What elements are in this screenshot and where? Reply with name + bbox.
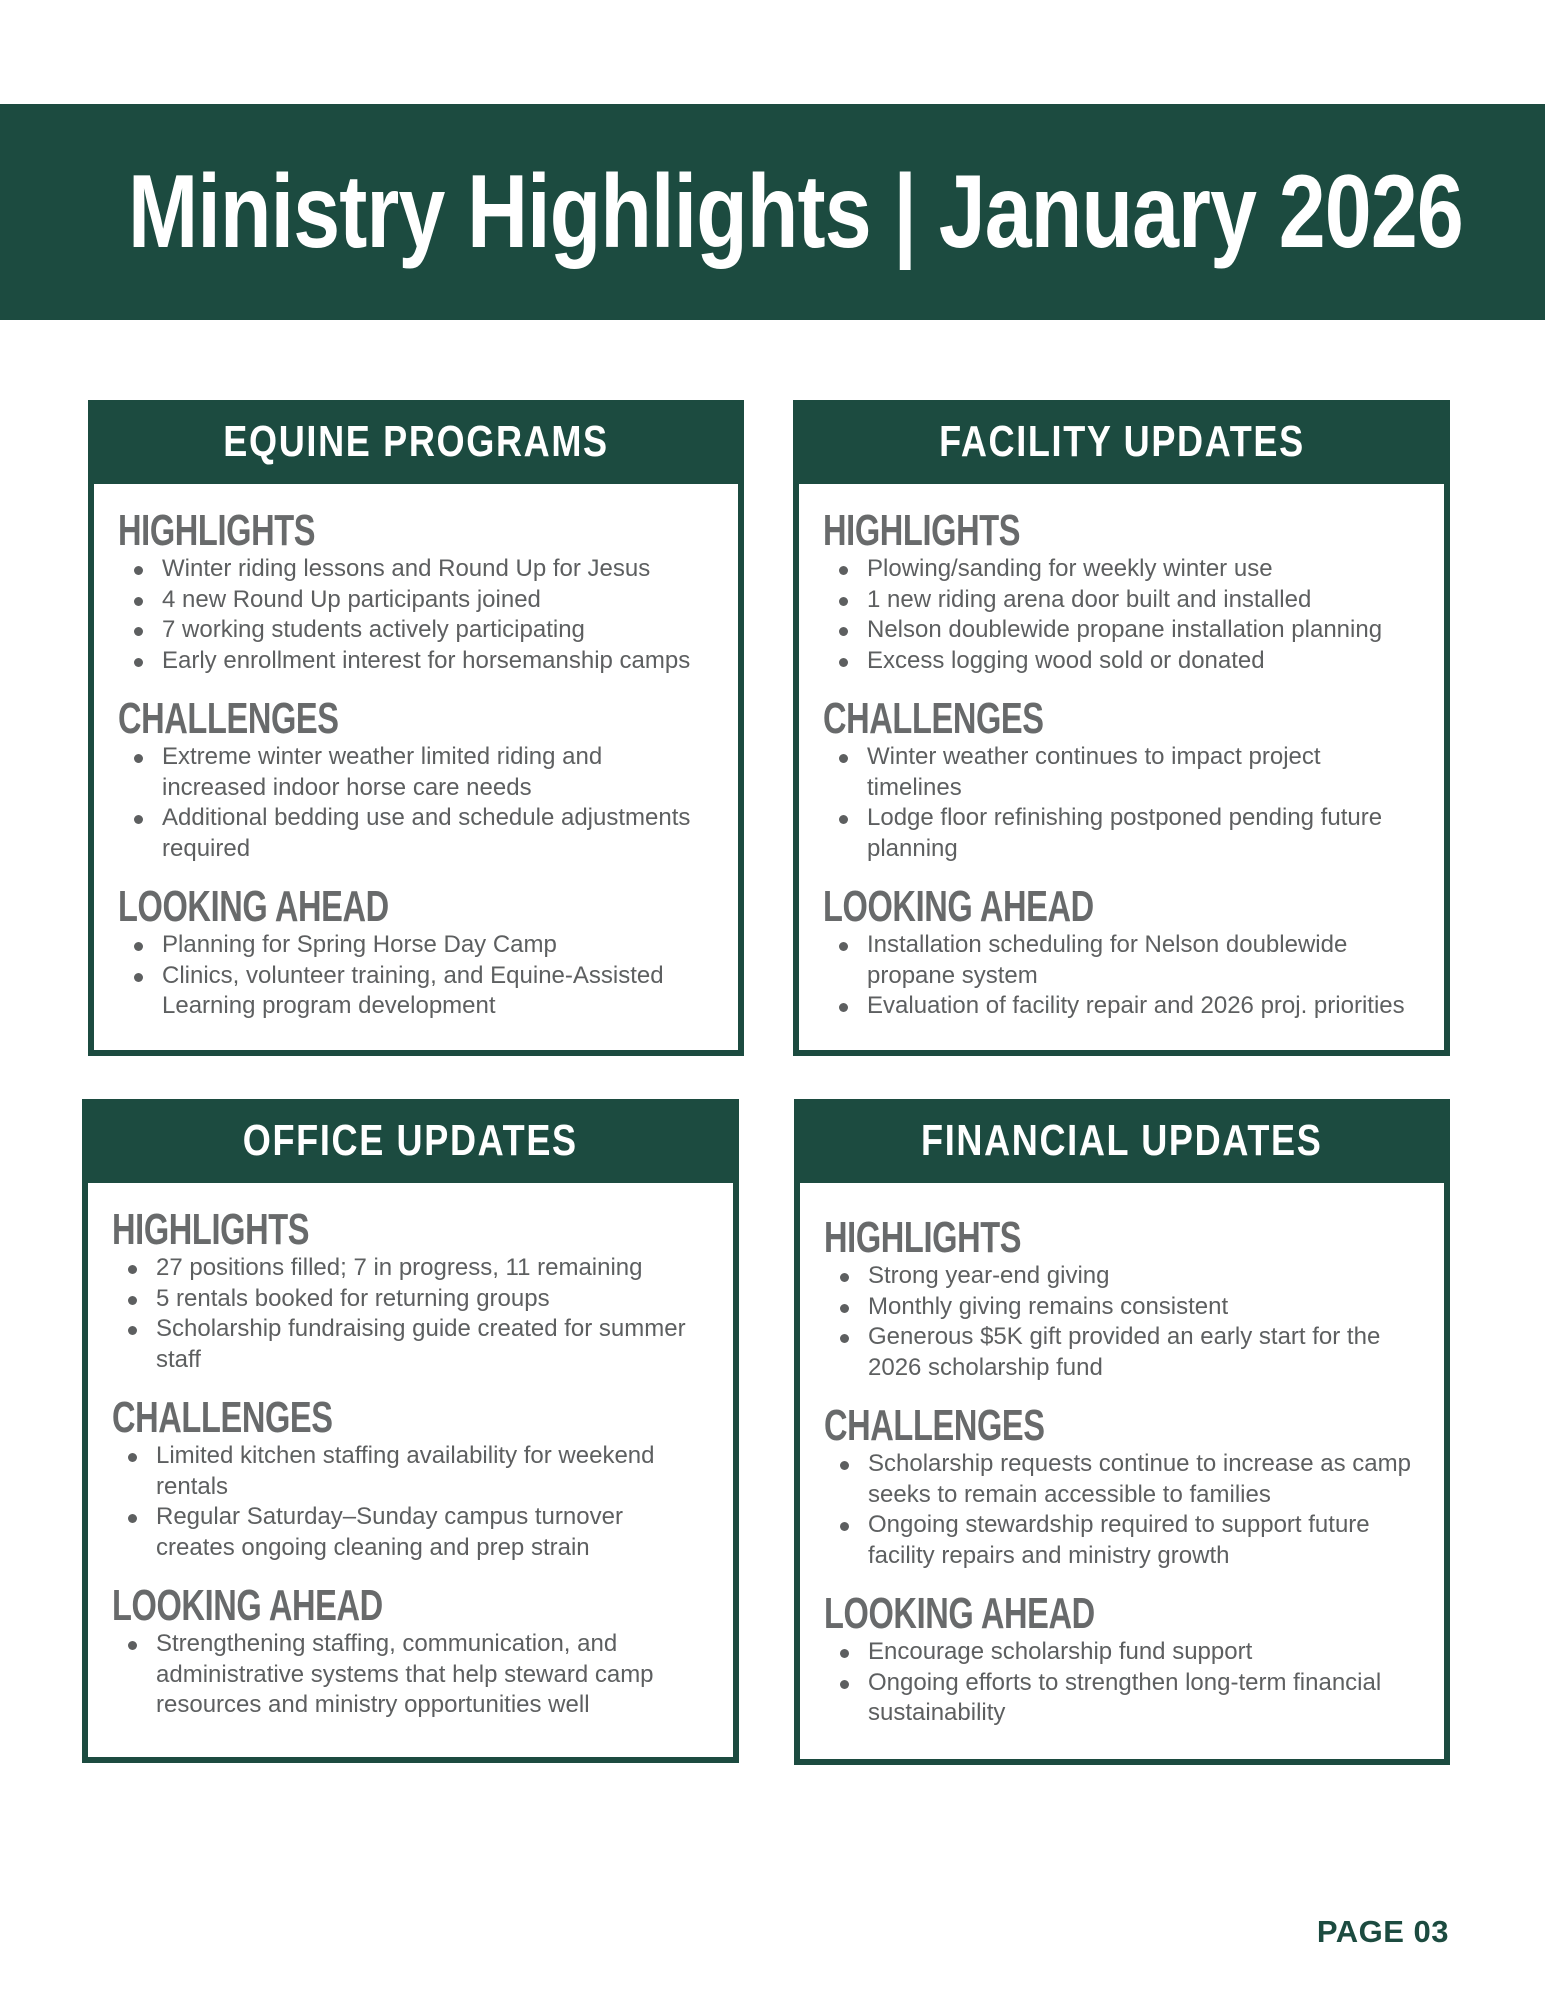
list-item-text: Scholarship fundraising guide created for summer staff [156, 1315, 686, 1373]
section-heading: LOOKING AHEAD [118, 882, 389, 931]
list-item [823, 991, 1444, 1022]
list-item-text: Excess logging wood sold or donated [867, 646, 1265, 674]
bullet-icon [840, 1649, 849, 1658]
list-item-text: Plowing/sanding for weekly winter use [867, 555, 1273, 582]
list-item-text: Additional bedding use and schedule adjustments required [162, 804, 691, 862]
card-body [94, 484, 738, 1022]
section-heading-wrap [823, 498, 1444, 555]
card-body [799, 484, 1444, 1022]
bullet-icon [840, 1522, 849, 1531]
bullet-icon [839, 627, 848, 636]
bullet-icon [134, 942, 143, 951]
bullet-icon [840, 1461, 849, 1470]
section-heading: LOOKING AHEAD [112, 1581, 383, 1630]
section-heading: HIGHLIGHTS [824, 1213, 1022, 1262]
bullet-icon [128, 1641, 137, 1650]
bullet-icon [134, 658, 143, 667]
section-heading-wrap [824, 1581, 1444, 1638]
card-header [82, 1099, 739, 1183]
card-body [88, 1183, 733, 1721]
list-item-text: Scholarship requests continue to increase as camp seeks to remain accessible to families [868, 1450, 1411, 1508]
list-item-text: Planning for Spring Horse Day Camp [162, 931, 557, 958]
bullet-list [112, 1629, 733, 1721]
bullet-icon [134, 597, 143, 606]
list-item-text: Strengthening staffing, communication, and administrative systems that help steward camp resources and ministry opportunities well [156, 1630, 654, 1718]
bullet-icon [839, 815, 848, 824]
list-item [824, 1668, 1444, 1729]
list-item-text: Generous $5K gift provided an early start for the 2026 scholarship fund [868, 1323, 1381, 1381]
list-item-text: Nelson doublewide propane installation planning [867, 616, 1383, 643]
list-item-text: 1 new riding arena door built and installed [867, 585, 1312, 613]
bullet-list [824, 1261, 1444, 1383]
page-title: Ministry Highlights | January 2026 [128, 154, 1463, 270]
bullet-icon [128, 1453, 137, 1462]
bullet-icon [134, 973, 143, 982]
bullet-list [118, 554, 738, 676]
list-item [118, 585, 738, 616]
bullet-icon [839, 942, 848, 951]
list-item [823, 554, 1444, 585]
list-item [118, 615, 738, 646]
section-heading-wrap [112, 1385, 733, 1442]
bullet-icon [134, 627, 143, 636]
list-item [824, 1322, 1444, 1383]
bullet-icon [134, 566, 143, 575]
section-heading-wrap [112, 1197, 733, 1254]
list-item [824, 1510, 1444, 1571]
bullet-icon [134, 754, 143, 763]
list-item [823, 585, 1444, 616]
list-item [118, 742, 738, 803]
section-heading-wrap [112, 1573, 733, 1630]
section-heading-wrap [823, 686, 1444, 743]
list-item-text: Encourage scholarship fund support [868, 1638, 1253, 1665]
list-item-text: Winter weather continues to impact project timelines [867, 743, 1321, 801]
card-office-updates [82, 1099, 739, 1763]
section-heading-wrap [824, 1205, 1444, 1262]
list-item-text: Ongoing stewardship required to support future facility repairs and ministry growth [868, 1511, 1370, 1569]
bullet-icon [128, 1514, 137, 1523]
bullet-list [112, 1253, 733, 1375]
section-heading: CHALLENGES [823, 694, 1044, 743]
list-item [823, 930, 1444, 991]
list-item-text: 5 rentals booked for returning groups [156, 1284, 550, 1312]
bullet-icon [839, 566, 848, 575]
bullet-icon [840, 1680, 849, 1689]
list-item [118, 961, 738, 1022]
bullet-icon [128, 1326, 137, 1335]
list-item [824, 1449, 1444, 1510]
card-facility-updates [793, 400, 1450, 1056]
list-item-text: Extreme winter weather limited riding and increased indoor horse care needs [162, 743, 603, 801]
section-heading: HIGHLIGHTS [112, 1205, 310, 1254]
bullet-icon [128, 1265, 137, 1274]
list-item-text: Strong year-end giving [868, 1262, 1110, 1289]
bullet-icon [840, 1334, 849, 1343]
section-heading-wrap [824, 1393, 1444, 1450]
card-title: FINANCIAL UPDATES [921, 1116, 1323, 1165]
list-item [824, 1637, 1444, 1668]
bullet-icon [839, 658, 848, 667]
list-item-text: Evaluation of facility repair and 2026 proj. priorities [867, 992, 1405, 1019]
list-item-text: 27 positions filled; 7 in progress, 11 remaining [156, 1254, 643, 1281]
card-equine-programs [88, 400, 744, 1056]
section-heading-wrap [118, 498, 738, 555]
list-item [823, 742, 1444, 803]
card-header [794, 1099, 1450, 1183]
list-item-text: Installation scheduling for Nelson doublewide propane system [867, 931, 1348, 989]
bullet-list [824, 1449, 1444, 1571]
list-item-text: Winter riding lessons and Round Up for Jesus [162, 555, 651, 582]
page-number: PAGE 03 [1316, 1914, 1449, 1949]
section-heading: CHALLENGES [824, 1401, 1045, 1450]
card-financial-updates [794, 1099, 1450, 1765]
bullet-list [118, 930, 738, 1022]
bullet-list [824, 1637, 1444, 1729]
list-item [112, 1314, 733, 1375]
card-header [88, 400, 744, 484]
bullet-icon [839, 754, 848, 763]
list-item [823, 646, 1444, 677]
section-heading: HIGHLIGHTS [823, 506, 1021, 555]
list-item [112, 1284, 733, 1315]
list-item [118, 803, 738, 864]
list-item-text: 7 working students actively participating [162, 616, 585, 643]
list-item-text: Lodge floor refinishing postponed pending future planning [867, 804, 1383, 862]
section-heading: HIGHLIGHTS [118, 506, 316, 555]
list-item-text: Clinics, volunteer training, and Equine-Assisted Learning program development [162, 961, 664, 1019]
bullet-list [118, 742, 738, 864]
list-item-text: Ongoing efforts to strengthen long-term financial sustainability [868, 1668, 1382, 1726]
list-item-text: Limited kitchen staffing availability for weekend rentals [156, 1442, 655, 1500]
section-heading: CHALLENGES [118, 694, 339, 743]
card-title: EQUINE PROGRAMS [223, 417, 609, 466]
bullet-list [112, 1441, 733, 1563]
bullet-icon [840, 1304, 849, 1313]
bullet-icon [839, 597, 848, 606]
list-item-text: Monthly giving remains consistent [868, 1292, 1229, 1320]
section-heading-wrap [118, 686, 738, 743]
section-heading-wrap [118, 874, 738, 931]
list-item [112, 1441, 733, 1502]
bullet-list [823, 930, 1444, 1022]
card-title: FACILITY UPDATES [938, 417, 1305, 466]
list-item [118, 646, 738, 677]
list-item [112, 1502, 733, 1563]
list-item-text: Early enrollment interest for horsemanship camps [162, 646, 691, 674]
section-heading-wrap [823, 874, 1444, 931]
list-item [112, 1253, 733, 1284]
list-item [823, 803, 1444, 864]
list-item [824, 1261, 1444, 1292]
list-item [118, 554, 738, 585]
bullet-icon [840, 1273, 849, 1282]
bullet-list [823, 742, 1444, 864]
bullet-list [823, 554, 1444, 676]
list-item [823, 615, 1444, 646]
section-heading: LOOKING AHEAD [823, 882, 1094, 931]
list-item [112, 1629, 733, 1721]
section-heading: CHALLENGES [112, 1393, 333, 1442]
bullet-icon [128, 1296, 137, 1305]
bullet-icon [134, 815, 143, 824]
list-item-text: 4 new Round Up participants joined [162, 585, 541, 613]
list-item [118, 930, 738, 961]
card-body [800, 1183, 1444, 1729]
card-header [793, 400, 1450, 484]
list-item [824, 1292, 1444, 1323]
list-item-text: Regular Saturday–Sunday campus turnover creates ongoing cleaning and prep strain [156, 1503, 623, 1561]
section-heading: LOOKING AHEAD [824, 1589, 1095, 1638]
card-title: OFFICE UPDATES [243, 1116, 578, 1165]
bullet-icon [839, 1003, 848, 1012]
